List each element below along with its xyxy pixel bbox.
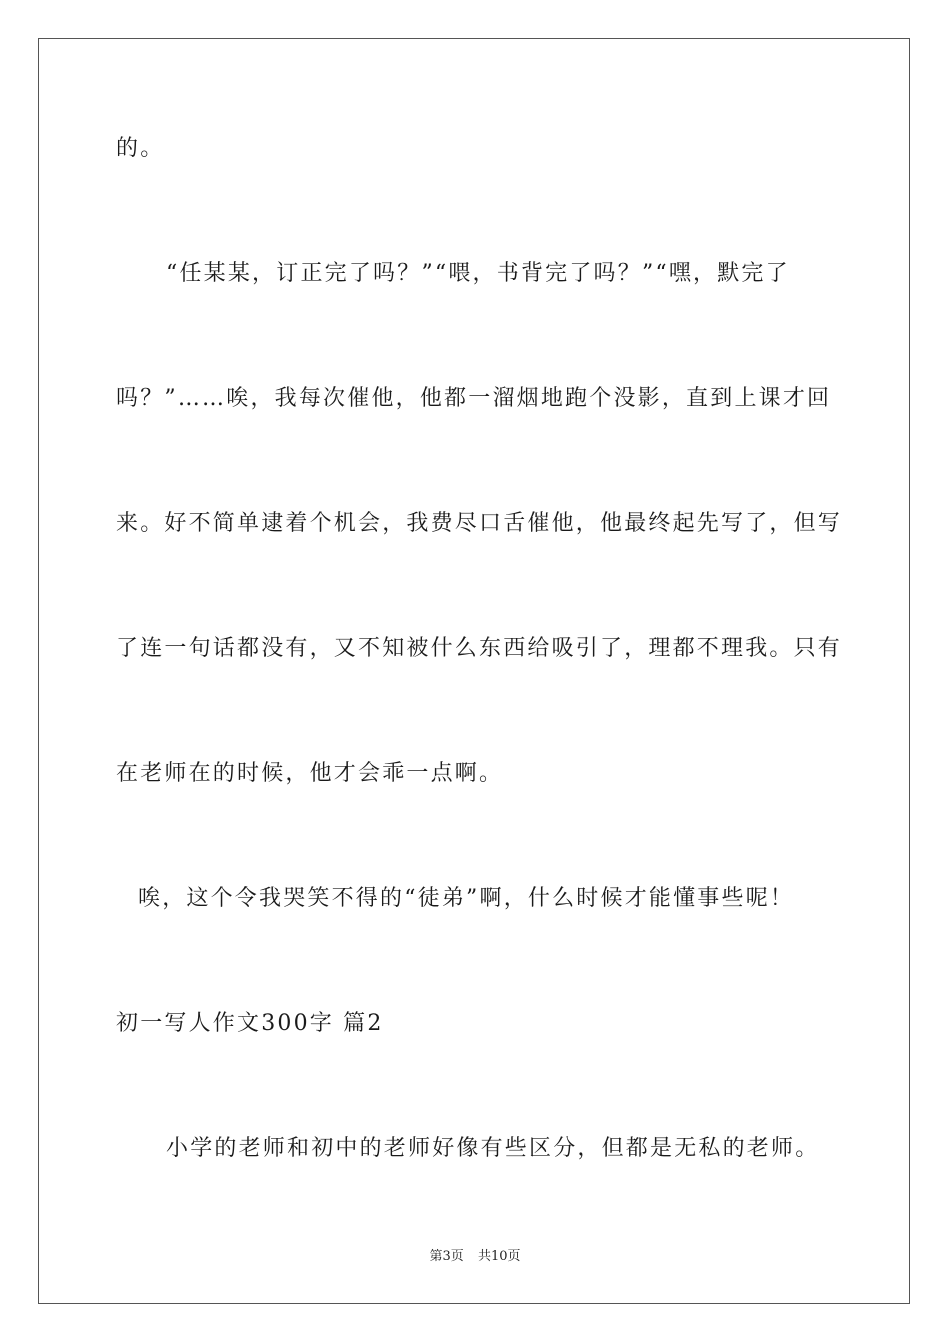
section-heading: 初一写人作文300字 篇2 (116, 1011, 384, 1036)
page-number: 第3页 (429, 1249, 464, 1264)
text-line: “任某某，订正完了吗？”“喂，书背完了吗？”“嘿，默完了 (166, 261, 790, 286)
page-total: 共10页 (477, 1249, 521, 1264)
text-line: 了连一句话都没有，又不知被什么东西给吸引了，理都不理我。只有 (116, 636, 843, 661)
text-line: 唉，这个令我哭笑不得的“徒弟”啊，什么时候才能懂事些呢！ (138, 886, 795, 911)
text-line: 在老师在的时候，他才会乖一点啊。 (116, 761, 504, 786)
page-border (38, 38, 910, 1304)
text-line: 来。好不简单逮着个机会，我费尽口舌催他，他最终起先写了，但写 (116, 511, 843, 536)
text-line: 小学的老师和初中的老师好像有些区分，但都是无私的老师。 (166, 1136, 820, 1161)
text-line: 吗？”……唉，我每次催他，他都一溜烟地跑个没影，直到上课才回 (116, 386, 832, 411)
page-footer (0, 1248, 950, 1266)
text-line: 的。 (116, 136, 165, 161)
